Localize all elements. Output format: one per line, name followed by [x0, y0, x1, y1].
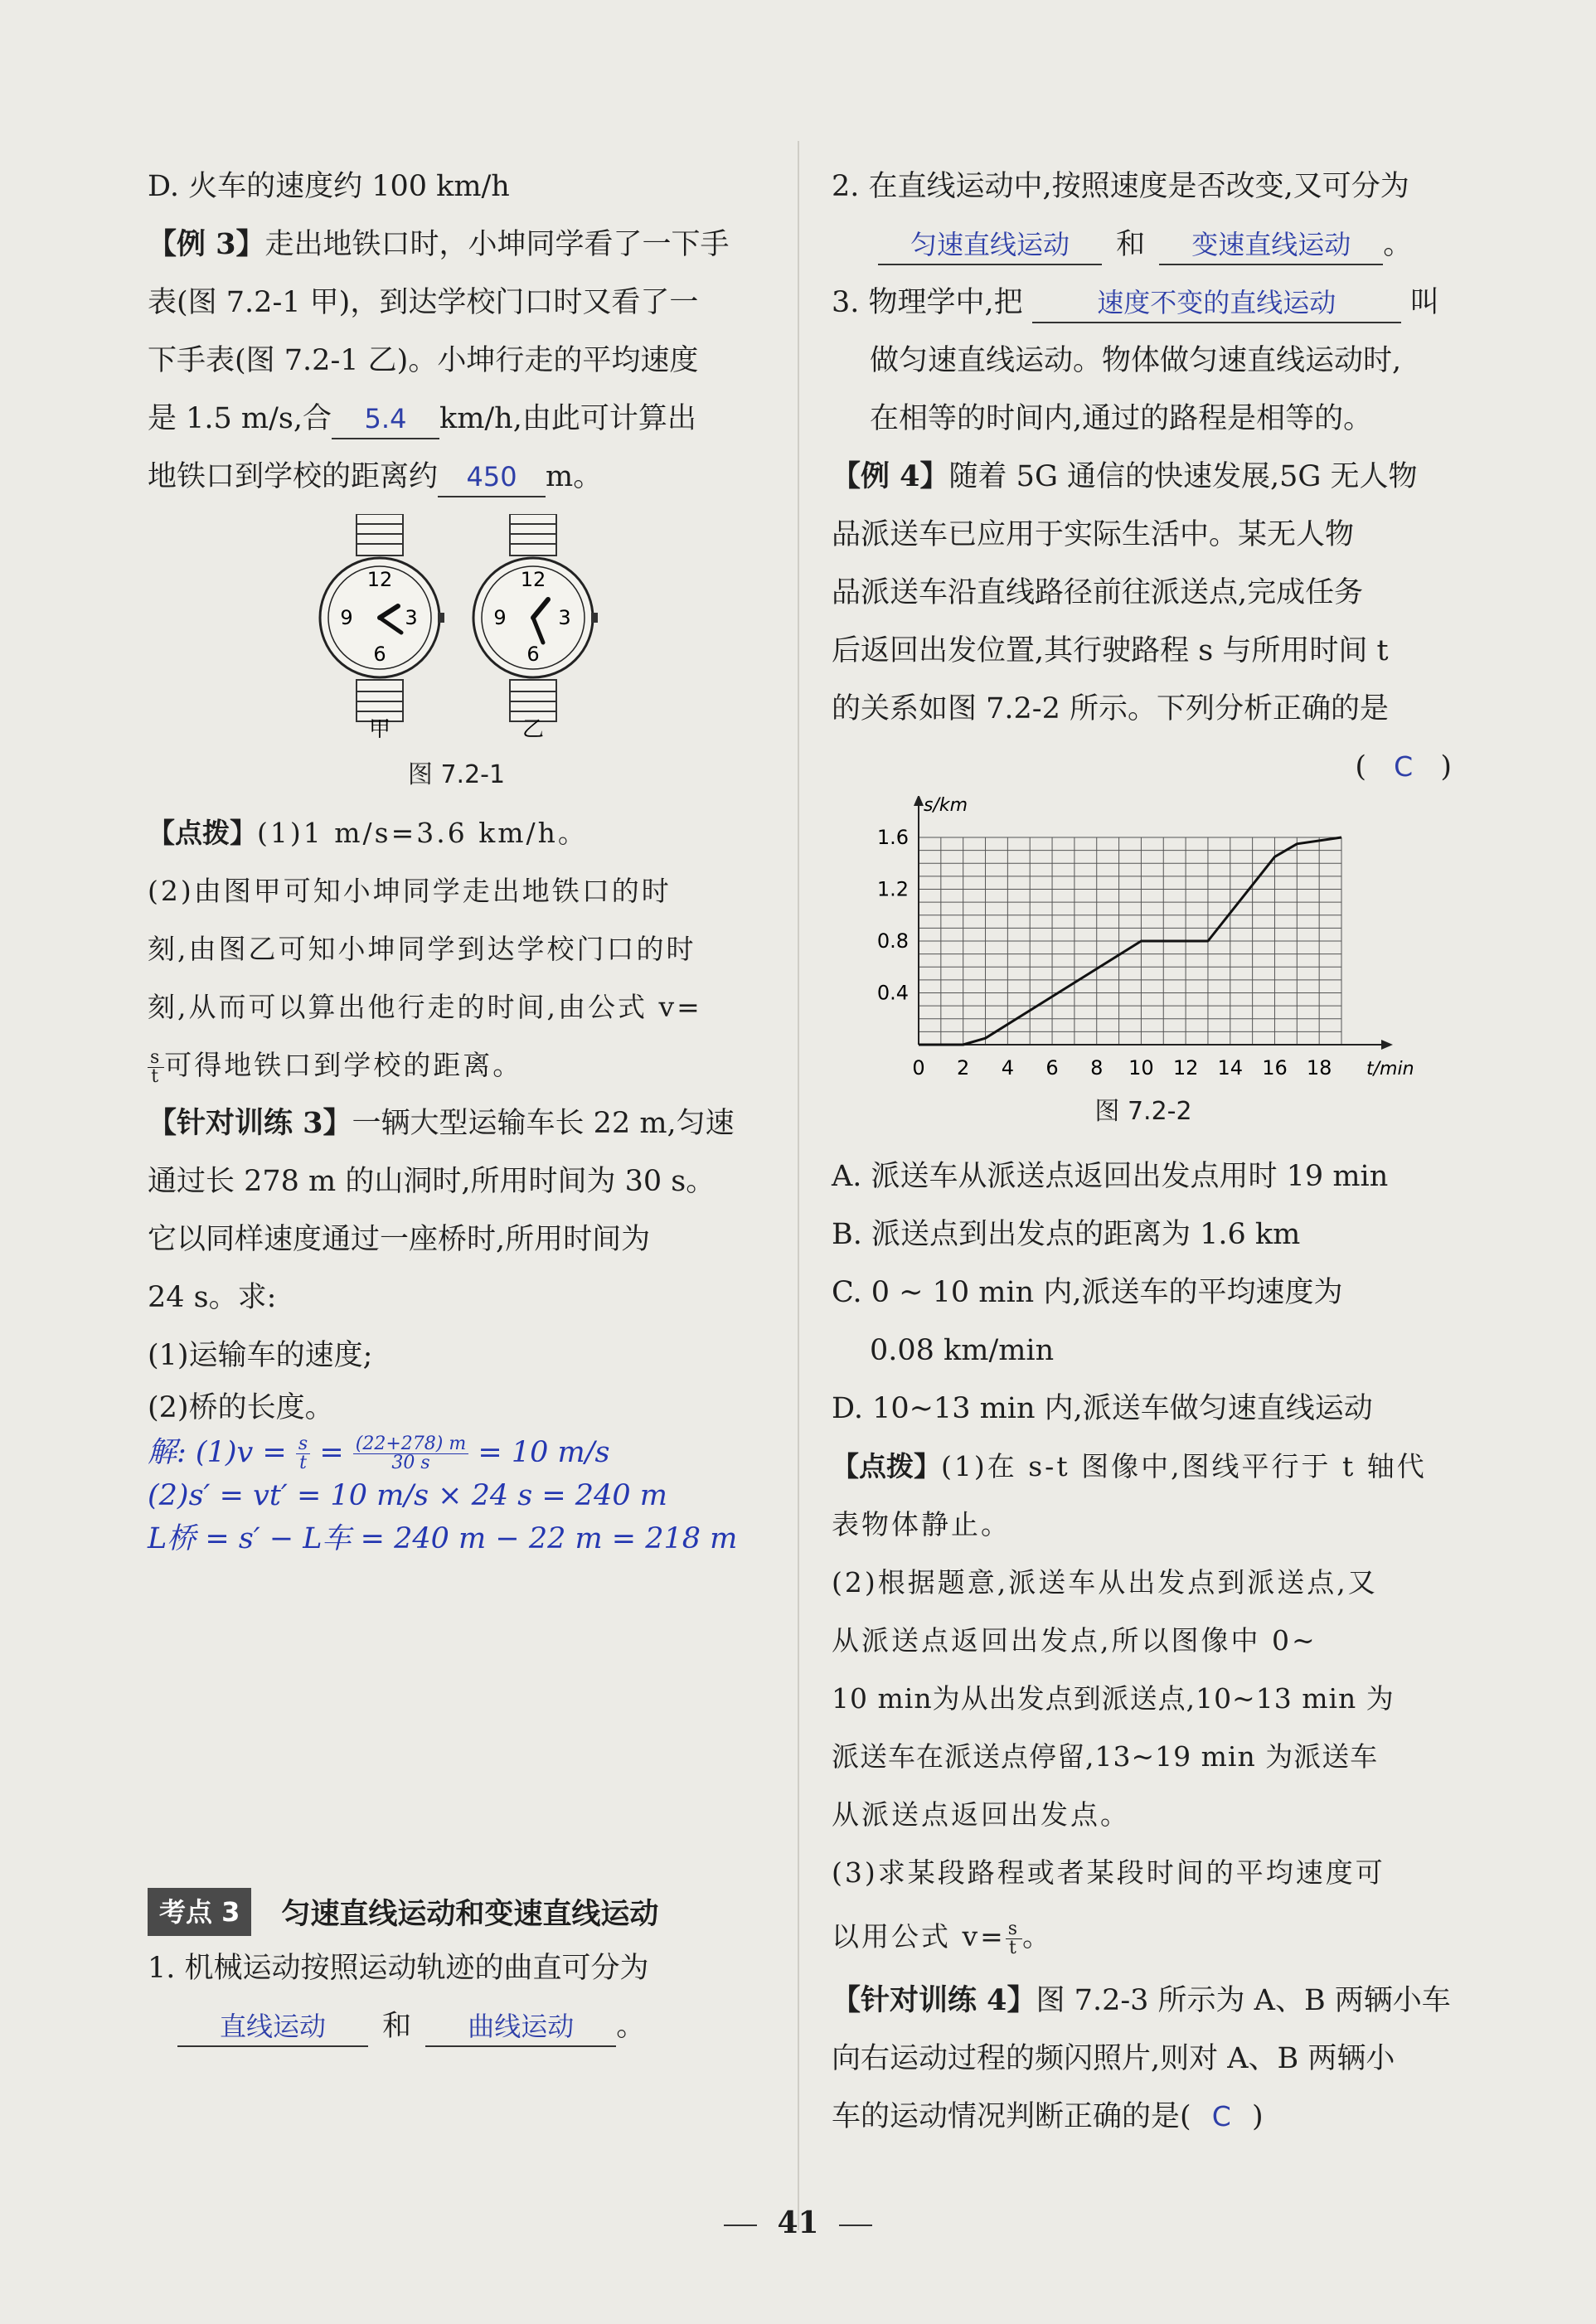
watch-a [320, 514, 444, 721]
fraction-denominator: t [1009, 1937, 1019, 1958]
solution-line-2: (2)s′ = vt′ = 10 m/s × 24 s = 240 m [148, 1479, 667, 1512]
example-4-tag: 【例 4】 [832, 459, 949, 493]
st-chart [832, 796, 1455, 1094]
tip-text: (1)在 s-t 图像中,图线平行于 t 轴代 [941, 1450, 1427, 1482]
answer-blank-speed: 5.4 [332, 400, 439, 439]
watch-b-6: 6 [526, 643, 540, 666]
training-3-q1: (1)运输车的速度; [148, 1339, 373, 1372]
example-4-answer [832, 738, 1455, 796]
answer-blank-straight-motion: 直线运动 [177, 2007, 368, 2047]
solution-line-3: L桥 = s′ − L车 = 240 m − 22 m = 218 m [148, 1522, 738, 1555]
training-3-q2: (2)桥的长度。 [148, 1391, 334, 1424]
text-segment: 。 [1383, 228, 1413, 261]
section-3-q1: 1. 机械运动按照运动轨迹的曲直可分为 [148, 1952, 649, 1985]
fraction-numerator: (22+278) m [353, 1435, 468, 1454]
tip-text: 。 [1022, 1920, 1053, 1953]
tip-3-tag: 【点拨】 [148, 817, 257, 849]
option-a: A. 派送车从派送点返回出发点用时 19 min [832, 1160, 1389, 1193]
option-c-line-1: C. 0 ~ 10 min 内,派送车的平均速度为 [832, 1276, 1343, 1309]
example-4-line-1 [832, 448, 1455, 506]
watches-illustration [148, 514, 765, 738]
tip-text: 以用公式 v= [832, 1920, 1006, 1953]
watch-b-3: 3 [558, 606, 571, 629]
tip-4-line-5: 10 min为从出发点到派送点,10~13 min 为 [832, 1682, 1395, 1715]
option-d: D. 10~13 min 内,派送车做匀速直线运动 [832, 1392, 1373, 1425]
y-axis-arrow [914, 796, 924, 806]
handwritten-solution [148, 1431, 765, 1560]
x-tick-label: 6 [1045, 1056, 1059, 1080]
question-2: 2. 在直线运动中,按照速度是否改变,又可分为 [832, 170, 1409, 203]
example-3-line-5 [148, 448, 765, 506]
example-3-text: 走出地铁口时，小坤同学看了一下手 [264, 228, 730, 261]
chart-container [832, 796, 1455, 1094]
training-3-line-2: 通过长 278 m 的山洞时,所用时间为 30 s。 [148, 1165, 716, 1198]
y-axis-label: s/km [924, 796, 968, 816]
tip-4-line-6: 派送车在派送点停留,13~19 min 为派送车 [832, 1740, 1379, 1773]
page-footer [0, 2205, 1596, 2240]
tip-3-line-5 [148, 1036, 765, 1094]
x-tick-label: 2 [957, 1056, 970, 1080]
tip-3-line-1 [148, 804, 765, 862]
tip-4-line-8: (3)求某段路程或者某段时间的平均速度可 [832, 1856, 1385, 1889]
option-c-line-2: 0.08 km/min [870, 1334, 1055, 1367]
x-tick-label: 8 [1090, 1056, 1104, 1080]
section-3-header [148, 1888, 765, 1936]
text-segment: 和 [382, 2010, 412, 2043]
tip-3-line-4: 刻,从而可以算出他行走的时间,由公式 v= [148, 991, 702, 1023]
footer-dash [839, 2225, 872, 2226]
tip-4-tag: 【点拨】 [832, 1450, 941, 1482]
x-tick-label: 10 [1128, 1056, 1154, 1080]
example-3-line-1 [148, 216, 765, 274]
training-4-answer: C [1211, 2100, 1231, 2132]
training-4-line-3 [832, 2088, 1455, 2146]
section-3-title: 匀速直线运动和变速直线运动 [281, 1898, 659, 1931]
left-column [148, 158, 765, 2055]
text-segment: 3. 物理学中,把 [832, 286, 1023, 319]
tip-3-line-3: 刻,由图乙可知小坤同学到达学校门口的时 [148, 933, 696, 965]
example-4-answer-value: C [1394, 750, 1414, 783]
solution-line-1 [148, 1431, 765, 1474]
fraction-numerator: s [148, 1049, 164, 1068]
tip-4-line-3: (2)根据题意,派送车从出发点到派送点,又 [832, 1566, 1378, 1599]
formula-fraction [148, 1046, 164, 1087]
y-tick-label: 0.4 [876, 981, 909, 1005]
y-tick-label: 1.2 [876, 877, 909, 901]
training-4-line-2: 向右运动过程的频闪照片,则对 A、B 两辆小 [832, 2042, 1395, 2075]
tip-4-line-4: 从派送点返回出发点,所以图像中 0~ [832, 1624, 1317, 1657]
answer-blank-distance: 450 [438, 458, 546, 497]
figure-7-2-2-caption: 图 7.2-2 [1094, 1097, 1192, 1126]
tip-text: (1)1 m/s=3.6 km/h。 [257, 817, 588, 849]
text-segment: 地铁口到学校的距离约 [148, 460, 439, 493]
training-3-line-1 [148, 1094, 765, 1152]
figure-watches [148, 514, 765, 738]
section-3-q1-blanks [148, 1997, 765, 2055]
spacer [148, 1560, 765, 1888]
x-axis-arrow [1381, 1040, 1393, 1050]
example-3-tag: 【例 3】 [148, 227, 265, 261]
solution-text: = 10 m/s [478, 1436, 610, 1469]
watch-b [473, 514, 598, 721]
figure-7-2-1-caption: 图 7.2-1 [407, 760, 506, 789]
formula-fraction [1006, 1920, 1022, 1958]
training-3-line-4: 24 s。求: [148, 1281, 277, 1314]
training-4-tag: 【针对训练 4】 [832, 1983, 1036, 2017]
column-divider [798, 141, 799, 2230]
watch-b-label: 乙 [521, 717, 545, 738]
fraction-denominator: 30 s [391, 1453, 430, 1473]
watch-a-label: 甲 [368, 717, 391, 738]
watch-b-12: 12 [520, 568, 546, 591]
text-segment: ) [1251, 2100, 1264, 2133]
question-3-line-3: 在相等的时间内,通过的路程是相等的。 [870, 402, 1373, 435]
x-tick-label: 4 [1001, 1056, 1015, 1080]
watch-a-9: 9 [340, 606, 353, 629]
example-3-line-3: 下手表(图 7.2-1 乙)。小坤行走的平均速度 [148, 344, 699, 377]
training-4-line-1 [832, 1972, 1455, 2030]
text-segment: 和 [1116, 228, 1146, 261]
text-segment: 车的运动情况判断正确的是( [832, 2100, 1191, 2133]
fraction-denominator: t [151, 1065, 162, 1087]
x-tick-label: 18 [1306, 1056, 1332, 1080]
text-segment: m。 [546, 460, 603, 493]
tip-4-line-1 [832, 1438, 1455, 1496]
question-2-blanks [832, 216, 1455, 274]
x-axis-label: t/min [1366, 1059, 1414, 1080]
answer-blank-variable: 变速直线运动 [1159, 226, 1383, 265]
x-tick-label: 16 [1262, 1056, 1288, 1080]
training-3-tag: 【针对训练 3】 [148, 1106, 352, 1140]
tip-4-line-7: 从派送点返回出发点。 [832, 1798, 1130, 1831]
watch-a-3: 3 [405, 606, 418, 629]
question-3-line-2: 做匀速直线运动。物体做匀速直线运动时, [870, 344, 1402, 377]
section-3-badge: 考点 3 [148, 1888, 251, 1936]
page-number: 41 [777, 2205, 819, 2240]
solution-text: 解: (1)v = [148, 1436, 287, 1469]
question-3-line-1 [832, 274, 1455, 332]
x-tick-label: 0 [912, 1056, 925, 1080]
y-tick-label: 1.6 [876, 826, 909, 849]
x-tick-label: 12 [1172, 1056, 1199, 1080]
example-3-line-4 [148, 390, 765, 448]
watch-a-6: 6 [373, 643, 386, 666]
x-tick-label: 14 [1217, 1056, 1244, 1080]
text-segment: ) [1440, 750, 1452, 784]
answer-blank-uniform: 匀速直线运动 [878, 226, 1102, 265]
fraction-denominator: t [299, 1453, 307, 1473]
tip-4-line-2: 表物体静止。 [832, 1508, 1011, 1540]
fraction-numerator: s [296, 1435, 310, 1454]
example-4-line-4: 后返回出发位置,其行驶路程 s 与所用时间 t [832, 634, 1389, 667]
training-text: 一辆大型运输车长 22 m,匀速 [352, 1107, 735, 1140]
text-segment: 是 1.5 m/s,合 [148, 402, 332, 435]
example-text: 随着 5G 通信的快速发展,5G 无人物 [948, 460, 1418, 493]
example-4-line-3: 品派送车沿直线路径前往派送点,完成任务 [832, 576, 1364, 609]
tip-4-line-9 [832, 1902, 1455, 1972]
text-segment: 叫 [1409, 286, 1439, 319]
right-column [832, 158, 1455, 2146]
example-4-line-5: 的关系如图 7.2-2 所示。下列分析正确的是 [832, 692, 1390, 725]
text-segment: ( [1355, 750, 1367, 784]
tip-text: 可得地铁口到学校的距离。 [164, 1049, 523, 1081]
tip-3-line-2: (2)由图甲可知小坤同学走出地铁口的时 [148, 875, 672, 907]
watch-a-12: 12 [366, 568, 393, 591]
option-d: D. 火车的速度约 100 km/h [148, 170, 510, 203]
solution-fraction-2 [353, 1435, 468, 1473]
answer-blank-definition: 速度不变的直线运动 [1032, 284, 1401, 323]
option-b: B. 派送点到出发点的距离为 1.6 km [832, 1218, 1301, 1251]
text-segment: km/h,由此可计算出 [439, 402, 696, 435]
example-4-line-2: 品派送车已应用于实际生活中。某无人物 [832, 518, 1355, 551]
training-text: 图 7.2-3 所示为 A、B 两辆小车 [1036, 1984, 1451, 2017]
solution-text: = [319, 1436, 344, 1469]
text-segment: 。 [616, 2010, 646, 2043]
training-3-line-3: 它以同样速度通过一座桥时,所用时间为 [148, 1223, 651, 1256]
watch-b-9: 9 [493, 606, 507, 629]
footer-dash [724, 2225, 757, 2226]
example-3-line-2: 表(图 7.2-1 甲)，到达学校门口时又看了一 [148, 286, 699, 319]
fraction-numerator: s [1006, 1920, 1022, 1939]
answer-blank-curved-motion: 曲线运动 [425, 2007, 616, 2047]
solution-fraction-1 [296, 1435, 310, 1473]
y-tick-label: 0.8 [876, 929, 909, 953]
